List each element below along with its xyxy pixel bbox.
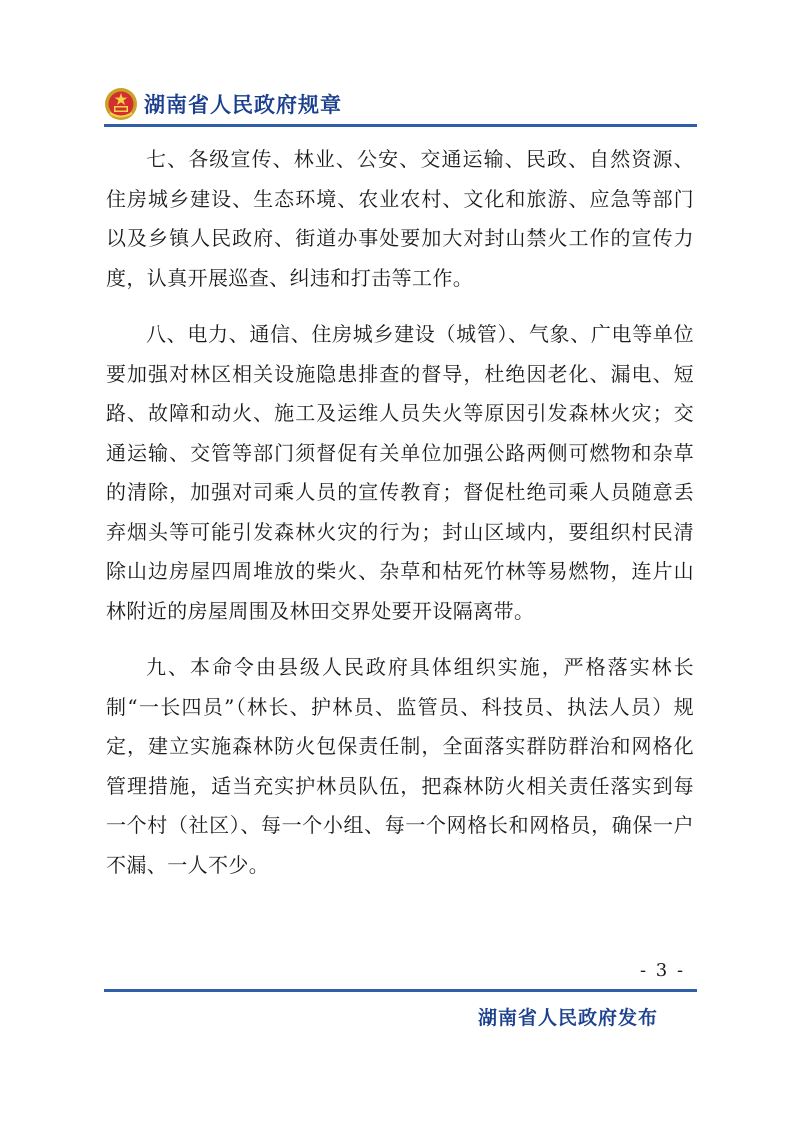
footer-divider — [104, 989, 697, 992]
footer-publisher: 湖南省人民政府发布 — [478, 1007, 659, 1029]
paragraph-7: 七、各级宣传、林业、公安、交通运输、民政、自然资源、住房城乡建设、生态环境、农业农村、文化和旅游、应急等部门以及乡镇人民政府、街道办事处要加大对封山禁火工作的宣传力度，认真开展巡查、纠违和打击等工作。 — [106, 147, 694, 290]
page-number: - 3 - — [640, 960, 686, 981]
page-header — [104, 82, 342, 126]
paragraph-9: 九、本命令由县级人民政府具体组织实施，严格落实林长制“一长四员”（林长、护林员、监管员、科技员、执法人员）规定，建立实施森林防火包保责任制，全面落实群防群治和网格化管理措施，适当充实护林员队伍，把森林防火相关责任落实到每一个村（社区）、每一个小组、每一个网格长和网格员，确保一户不漏、一人不少。 — [106, 655, 694, 877]
paragraph-8: 八、电力、通信、住房城乡建设（城管）、气象、广电等单位要加强对林区相关设施隐患排查的督导，杜绝因老化、漏电、短路、故障和动火、施工及运维人员失火等原因引发森林火灾；交通运输、交管等部门须督促有关单位加强公路两侧可燃物和杂草的清除，加强对司乘人员的宣传教育；督促杜绝司乘人员随意丢弃烟头等可能引发森林火灾的行为；封山区域内，要组织村民清除山边房屋四周堆放的柴火、杂草和枯死竹林等易燃物，连片山林附近的房屋周围及林田交界处要开设隔离带。 — [106, 322, 694, 623]
header-divider — [104, 124, 697, 127]
document-body — [106, 140, 694, 902]
national-emblem-icon — [104, 87, 138, 121]
header-title: 湖南省人民政府规章 — [144, 93, 342, 117]
